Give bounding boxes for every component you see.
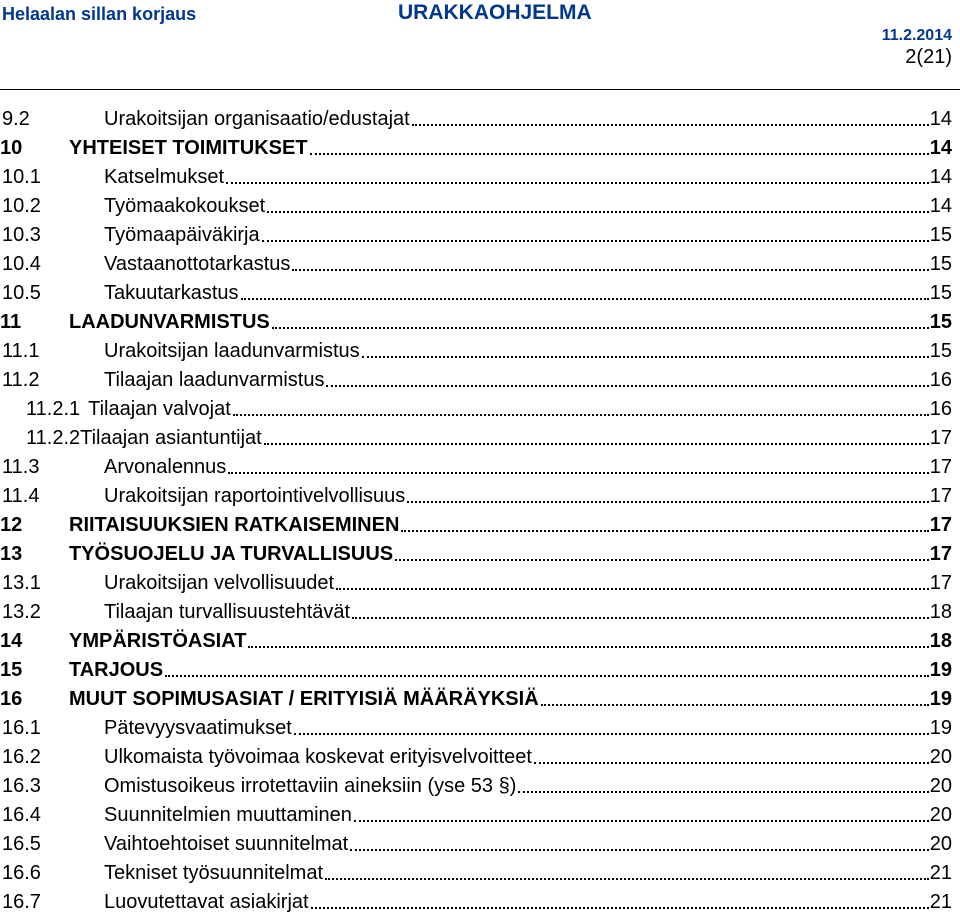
toc-entry-number: 10.2 xyxy=(2,195,41,217)
toc-entry-number: 11.2.1 xyxy=(26,398,81,420)
toc-leader-dots xyxy=(241,294,929,300)
toc-entry[interactable] xyxy=(0,392,952,421)
toc-entry-title: Tilaajan turvallisuustehtävät xyxy=(104,601,351,623)
toc-leader-dots xyxy=(412,120,929,126)
toc-entry-title: Tilaajan asiantuntijat xyxy=(80,427,262,449)
toc-entry-number: 13 xyxy=(0,543,23,565)
toc-entry[interactable] xyxy=(0,769,952,798)
toc-entry-page: 20 xyxy=(929,804,952,826)
toc-entry-title: TARJOUS xyxy=(69,659,164,681)
toc-entry[interactable] xyxy=(0,479,952,508)
toc-entry-number: 11.3 xyxy=(2,456,40,478)
toc-entry-number: 16.6 xyxy=(2,862,41,884)
project-title: Helaalan sillan korjaus xyxy=(2,4,197,24)
toc-entry[interactable] xyxy=(0,537,952,566)
toc-entry-title: Tilaajan laadunvarmistus xyxy=(104,369,325,391)
toc-entry[interactable] xyxy=(0,102,952,131)
toc-entry-title: Luovutettavat asiakirjat xyxy=(104,891,309,913)
toc-entry-page: 14 xyxy=(929,137,952,159)
toc-entry-page: 15 xyxy=(929,282,952,304)
toc-leader-dots xyxy=(262,236,929,242)
toc-entry-title: Ulkomaista työvoimaa koskevat erityisvelvoitteet xyxy=(104,746,532,768)
toc-entry[interactable] xyxy=(0,305,952,334)
toc-leader-dots xyxy=(233,410,929,416)
toc-entry-page: 20 xyxy=(929,775,952,797)
toc-leader-dots xyxy=(352,613,929,619)
toc-entry-page: 17 xyxy=(929,485,952,507)
toc-leader-dots xyxy=(294,729,929,735)
toc-entry-page: 14 xyxy=(929,166,952,188)
toc-entry-title: Vastaanottotarkastus xyxy=(104,253,291,275)
toc-entry-page: 19 xyxy=(929,659,952,681)
toc-entry-number: 10.1 xyxy=(2,166,41,188)
toc-entry[interactable] xyxy=(0,450,952,479)
toc-entry-number: 16.2 xyxy=(2,746,41,768)
toc-entry-number: 10.4 xyxy=(2,253,41,275)
toc-entry-number: 10 xyxy=(0,137,23,159)
page-header xyxy=(0,0,960,68)
toc-entry-title: Urakoitsijan organisaatio/edustajat xyxy=(104,108,410,130)
toc-leader-dots xyxy=(534,758,929,764)
toc-entry-title: Vaihtoehtoiset suunnitelmat xyxy=(104,833,349,855)
toc-entry-page: 19 xyxy=(929,688,952,710)
toc-leader-dots xyxy=(272,323,929,329)
toc-leader-dots xyxy=(518,787,928,793)
toc-entry-number: 16.1 xyxy=(2,717,41,739)
toc-entry-number: 11 xyxy=(0,311,22,333)
toc-leader-dots xyxy=(362,352,929,358)
toc-entry-number: 11.4 xyxy=(2,485,40,507)
toc-entry[interactable] xyxy=(0,218,952,247)
toc-entry[interactable] xyxy=(0,624,952,653)
toc-leader-dots xyxy=(541,700,929,706)
toc-entry-title: Urakoitsijan velvollisuudet xyxy=(104,572,335,594)
toc-entry-title: Työmaakokoukset xyxy=(104,195,266,217)
toc-entry-page: 20 xyxy=(929,833,952,855)
document-date: 11.2.2014 xyxy=(881,27,952,44)
table-of-contents xyxy=(0,102,952,914)
document-title: URAKKAOHJELMA xyxy=(398,1,592,24)
toc-entry-title: Omistusoikeus irrotettaviin aineksiin (yse 53 §) xyxy=(104,775,517,797)
toc-entry[interactable] xyxy=(0,798,952,827)
toc-entry-title: RIITAISUUKSIEN RATKAISEMINEN xyxy=(69,514,400,536)
toc-entry[interactable] xyxy=(0,508,952,537)
toc-entry-page: 17 xyxy=(929,572,952,594)
toc-entry[interactable] xyxy=(0,827,952,856)
toc-entry[interactable] xyxy=(0,247,952,276)
toc-entry-title: Urakoitsijan raportointivelvollisuus xyxy=(104,485,406,507)
toc-entry-page: 15 xyxy=(929,253,952,275)
toc-entry-page: 15 xyxy=(929,340,952,362)
toc-entry-title: YHTEISET TOIMITUKSET xyxy=(69,137,308,159)
toc-entry-page: 17 xyxy=(929,543,952,565)
toc-entry-page: 15 xyxy=(929,311,952,333)
toc-entry-number: 16.5 xyxy=(2,833,41,855)
toc-entry-page: 14 xyxy=(929,108,952,130)
toc-leader-dots xyxy=(350,845,929,851)
toc-entry-number: 16.4 xyxy=(2,804,41,826)
toc-leader-dots xyxy=(401,526,928,532)
toc-leader-dots xyxy=(248,642,928,648)
toc-entry[interactable] xyxy=(0,682,952,711)
toc-entry-number: 16 xyxy=(0,688,23,710)
toc-entry-page: 21 xyxy=(929,862,952,884)
toc-entry-number: 16.3 xyxy=(2,775,41,797)
toc-entry-page: 18 xyxy=(929,601,952,623)
toc-leader-dots xyxy=(165,671,929,677)
toc-leader-dots xyxy=(264,439,929,445)
toc-entry-title: Pätevyysvaatimukset xyxy=(104,717,292,739)
toc-entry-number: 12 xyxy=(0,514,23,536)
toc-entry[interactable] xyxy=(0,653,952,682)
toc-leader-dots xyxy=(228,468,928,474)
toc-entry-title: Katselmukset xyxy=(104,166,225,188)
toc-leader-dots xyxy=(354,816,929,822)
toc-entry-page: 14 xyxy=(929,195,952,217)
toc-leader-dots xyxy=(325,874,929,880)
toc-entry-title: LAADUNVARMISTUS xyxy=(69,311,270,333)
toc-entry-page: 17 xyxy=(929,456,952,478)
toc-entry-number: 13.1 xyxy=(2,572,41,594)
toc-entry[interactable] xyxy=(0,566,952,595)
toc-entry-title: Suunnitelmien muuttaminen xyxy=(104,804,352,826)
toc-entry-number: 13.2 xyxy=(2,601,41,623)
toc-entry-number: 11.2.2 xyxy=(26,427,81,449)
toc-entry-number: 14 xyxy=(0,630,23,652)
toc-leader-dots xyxy=(336,584,929,590)
toc-entry[interactable] xyxy=(0,885,952,914)
toc-leader-dots xyxy=(310,149,929,155)
toc-entry[interactable] xyxy=(0,334,952,363)
toc-leader-dots xyxy=(395,555,929,561)
toc-entry-number: 16.7 xyxy=(2,891,41,913)
toc-entry-page: 17 xyxy=(929,427,952,449)
toc-entry-title: Urakoitsijan laadunvarmistus xyxy=(104,340,360,362)
toc-entry-page: 18 xyxy=(929,630,952,652)
toc-leader-dots xyxy=(226,178,929,184)
toc-entry[interactable] xyxy=(0,276,952,305)
toc-entry-title: YMPÄRISTÖASIAT xyxy=(69,630,247,652)
toc-entry-page: 20 xyxy=(929,746,952,768)
toc-entry[interactable] xyxy=(0,856,952,885)
toc-entry-number: 10.3 xyxy=(2,224,41,246)
toc-entry-number: 15 xyxy=(0,659,23,681)
toc-entry[interactable] xyxy=(0,189,952,218)
toc-entry-page: 15 xyxy=(929,224,952,246)
toc-entry-title: Tilaajan valvojat xyxy=(88,398,231,420)
toc-entry-number: 9.2 xyxy=(2,108,30,130)
toc-leader-dots xyxy=(292,265,928,271)
toc-entry-number: 10.5 xyxy=(2,282,41,304)
toc-entry-number: 11.2 xyxy=(2,369,40,391)
toc-entry-page: 19 xyxy=(929,717,952,739)
toc-entry-title: Työmaapäiväkirja xyxy=(104,224,260,246)
toc-entry[interactable] xyxy=(0,131,952,160)
toc-entry-title: Tekniset työsuunnitelmat xyxy=(104,862,324,884)
toc-entry[interactable] xyxy=(0,740,952,769)
toc-entry[interactable] xyxy=(0,595,952,624)
toc-leader-dots xyxy=(326,381,928,387)
toc-entry-title: MUUT SOPIMUSASIAT / ERITYISIÄ MÄÄRÄYKSIÄ xyxy=(69,688,539,710)
toc-leader-dots xyxy=(311,903,929,909)
toc-entry-title: TYÖSUOJELU JA TURVALLISUUS xyxy=(69,543,394,565)
toc-entry-page: 17 xyxy=(929,514,952,536)
toc-entry-title: Takuutarkastus xyxy=(104,282,239,304)
toc-entry-page: 16 xyxy=(929,398,952,420)
toc-entry-number: 11.1 xyxy=(2,340,40,362)
toc-entry-page: 21 xyxy=(929,891,952,913)
toc-entry-title: Arvonalennus xyxy=(104,456,227,478)
toc-entry-page: 16 xyxy=(929,369,952,391)
toc-entry[interactable] xyxy=(0,160,952,189)
header-divider xyxy=(0,89,960,90)
toc-entry[interactable] xyxy=(0,421,952,450)
toc-entry[interactable] xyxy=(0,363,952,392)
page-number: 2(21) xyxy=(905,46,952,68)
toc-entry[interactable] xyxy=(0,711,952,740)
toc-leader-dots xyxy=(407,497,929,503)
toc-leader-dots xyxy=(267,207,929,213)
